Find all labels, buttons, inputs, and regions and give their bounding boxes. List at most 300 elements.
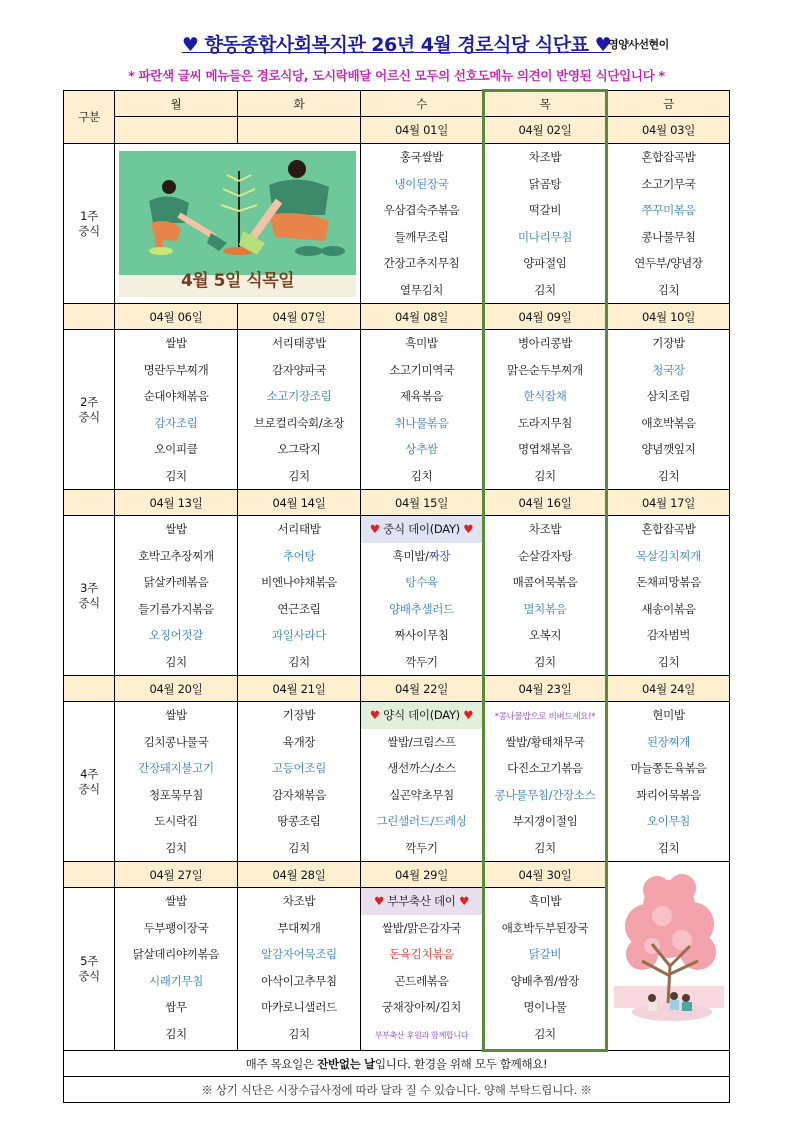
date-cell: 04월 23일	[484, 676, 607, 702]
date-row	[64, 862, 730, 888]
date-cell: 04월 27일	[115, 862, 238, 888]
menu-item-label: 쌀밥	[165, 708, 187, 722]
menu-item-label: 간장돼지불고기	[138, 761, 214, 775]
menu-item	[485, 171, 605, 198]
menu-item	[238, 569, 360, 596]
menu-item	[361, 569, 482, 596]
event-banner-couple	[361, 888, 482, 915]
menu-item	[115, 330, 237, 357]
menu-item	[485, 436, 605, 463]
day-header-mon: 월	[115, 91, 238, 117]
menu-item-label: 탕수육	[405, 575, 438, 589]
menu-item-label: 짜사이무침	[394, 628, 449, 642]
menu-item	[485, 463, 605, 490]
menu-cell-thu	[484, 330, 607, 490]
menu-item-label: 꽈리어묵볶음	[636, 787, 701, 802]
heart-icon: ♥	[369, 522, 384, 536]
meal-type: 중식	[78, 781, 100, 796]
menu-item-label: 양념깻잎지	[641, 442, 696, 456]
menu-item-label: 매콤어묵볶음	[512, 575, 578, 589]
menu-item-label: 명이나물	[523, 1000, 567, 1014]
menu-item	[238, 330, 360, 357]
menu-item	[238, 596, 360, 623]
week-label	[64, 516, 115, 676]
menu-item-label: 도라지무침	[517, 415, 573, 430]
menu-item	[115, 622, 237, 649]
menu-item	[238, 782, 360, 809]
menu-item-label: 애호박두부된장국	[501, 920, 589, 935]
menu-item-label: 들깨무조림	[394, 229, 449, 244]
menu-item	[485, 888, 605, 915]
notice-text: 입니다. 환경을 위해 모두 함께해요!	[374, 1057, 548, 1071]
menu-cell-tue	[238, 888, 361, 1051]
menu-item	[361, 649, 482, 676]
menu-item	[485, 383, 605, 410]
menu-item	[238, 622, 360, 649]
menu-item	[115, 968, 237, 995]
menu-item-label: 부지갱이절임	[512, 814, 578, 828]
week-label	[64, 144, 115, 304]
menu-item	[485, 649, 605, 676]
menu-item	[115, 543, 237, 570]
menu-item	[485, 144, 605, 171]
menu-item	[485, 968, 605, 995]
menu-item	[115, 729, 237, 756]
menu-item-label: 부부축산 후원과 함께합니다	[374, 1030, 469, 1040]
notice-emphasis: 잔반없는 날	[317, 1057, 375, 1071]
date-cell: 04월 20일	[115, 676, 238, 702]
week-row	[64, 330, 730, 490]
menu-item-label: 땅콩조림	[277, 814, 321, 828]
menu-item-label: 김치	[657, 840, 680, 855]
menu-item-label: 오이피클	[154, 442, 198, 456]
menu-item-label: 흑미밥	[528, 894, 562, 908]
week-number: 5주	[80, 954, 98, 968]
week-row	[64, 144, 730, 304]
menu-item	[608, 357, 729, 384]
menu-item-label: 쌀밥	[165, 336, 187, 350]
menu-item	[238, 941, 360, 968]
menu-item-label: 서리태콩밥	[271, 336, 327, 350]
day-header-fri: 금	[607, 91, 730, 117]
menu-item-label: 김치	[657, 282, 680, 297]
menu-item	[485, 516, 605, 543]
menu-item-label: 새송이볶음	[641, 601, 696, 616]
menu-cell-tue	[238, 330, 361, 490]
menu-item	[115, 649, 237, 676]
title-row	[0, 30, 793, 57]
menu-cell-fri	[607, 516, 730, 676]
menu-item	[238, 649, 360, 676]
footer-row-1	[64, 1051, 730, 1077]
menu-item-label: 떡갈비	[528, 203, 562, 217]
menu-item	[608, 569, 729, 596]
menu-item-label: 흑미밥	[405, 336, 438, 350]
date-row-spacer	[64, 490, 115, 516]
menu-item	[608, 383, 729, 410]
cherry-blossom-image	[607, 862, 730, 1051]
menu-item-label: 깍두기	[405, 654, 438, 669]
menu-item-label: 오그락지	[277, 442, 321, 456]
menu-item	[485, 835, 605, 862]
menu-item-label: 마카로니샐러드	[261, 1000, 337, 1014]
menu-item-label: 감자양파국	[271, 362, 327, 377]
menu-item-label: 과일사라다	[271, 628, 327, 642]
menu-item	[115, 941, 237, 968]
menu-item-label: 곤드레볶음	[394, 973, 449, 988]
menu-item-label: 양파절임	[523, 256, 567, 270]
menu-item	[485, 197, 605, 224]
menu-item	[238, 888, 360, 915]
menu-item	[608, 702, 729, 729]
menu-item	[608, 330, 729, 357]
menu-item	[238, 436, 360, 463]
event-banner-chinese	[361, 516, 482, 543]
menu-item	[361, 171, 482, 198]
menu-item	[115, 410, 237, 437]
menu-item	[238, 516, 360, 543]
menu-item-label: 병아리콩밥	[517, 336, 573, 350]
menu-item	[361, 250, 482, 277]
menu-item-label: *콩나물밥으로 비벼드세요!*	[494, 712, 596, 722]
menu-item-label: 맑은순두부찌개	[507, 362, 583, 377]
menu-item-label: 청국장	[652, 362, 685, 377]
menu-cell-thu	[484, 516, 607, 676]
menu-item-label: 쌀밥/황태채무국	[505, 734, 585, 749]
menu-item	[115, 569, 237, 596]
menu-cell-fri	[607, 702, 730, 862]
menu-item-label: 기장밥	[652, 336, 685, 350]
week-label	[64, 330, 115, 490]
menu-cell-mon	[115, 330, 238, 490]
menu-item	[115, 463, 237, 490]
menu-item	[608, 543, 729, 570]
date-cell: 04월 29일	[361, 862, 484, 888]
event-label: 부부축산 데이	[387, 894, 456, 908]
menu-item	[238, 410, 360, 437]
menu-item-label: 콩나물무침	[641, 229, 696, 244]
menu-item	[361, 915, 482, 942]
menu-item-label: 된장찌개	[646, 734, 691, 749]
disclaimer-notice: ※ 상기 식단은 시장수급사정에 따라 달라 질 수 있습니다. 양해 부탁드립니다. ※	[64, 1077, 730, 1103]
menu-item	[115, 702, 237, 729]
menu-item-label: 닭살데리야끼볶음	[132, 947, 220, 961]
menu-cell-mon	[115, 888, 238, 1051]
menu-item	[608, 808, 729, 835]
notice-text: 매주 목요일은	[245, 1057, 318, 1071]
menu-item	[608, 410, 729, 437]
menu-item	[361, 144, 482, 171]
week-number: 3주	[80, 580, 98, 595]
menu-item-label: 삼치조림	[646, 389, 691, 403]
menu-item-label: 명란두부찌개	[143, 362, 209, 377]
menu-item	[238, 543, 360, 570]
menu-item	[361, 622, 482, 649]
menu-cell-wed	[361, 516, 484, 676]
menu-cell-mon	[115, 516, 238, 676]
menu-item	[361, 357, 482, 384]
menu-item	[238, 755, 360, 782]
menu-item	[361, 224, 482, 251]
menu-item-label: 오복지	[528, 628, 562, 642]
date-cell: 04월 09일	[484, 304, 607, 330]
menu-item-label: 김치	[165, 840, 187, 855]
menu-item-label: 김치	[534, 840, 556, 855]
menu-item-label: 그린샐러드/드레싱	[376, 814, 467, 828]
menu-item-label: 김치콩나물국	[143, 734, 209, 749]
menu-item	[238, 915, 360, 942]
date-cell: 04월 28일	[238, 862, 361, 888]
menu-item	[485, 941, 605, 968]
menu-item-label: 김치	[288, 1026, 310, 1041]
menu-item	[238, 729, 360, 756]
menu-item-label: 김치	[165, 1026, 187, 1041]
week-label	[64, 888, 115, 1051]
menu-item-label: 멸치볶음	[523, 601, 567, 616]
menu-item	[485, 357, 605, 384]
day-header-tue: 화	[238, 91, 361, 117]
menu-item-label: 알감자어묵조림	[261, 947, 337, 961]
menu-item-label: 추어탕	[282, 548, 316, 563]
heart-icon: ♥	[374, 894, 388, 908]
menu-item	[238, 808, 360, 835]
menu-item	[485, 410, 605, 437]
menu-cell-fri	[607, 330, 730, 490]
menu-item	[608, 782, 729, 809]
menu-item-label: 김치	[534, 468, 556, 483]
menu-item	[485, 915, 605, 942]
menu-item	[485, 808, 605, 835]
menu-item-label: 차조밥	[528, 522, 562, 536]
menu-item	[115, 383, 237, 410]
menu-item-label: 아삭이고추무침	[261, 973, 337, 988]
menu-item-label: 쭈꾸미볶음	[641, 203, 696, 217]
menu-item-label: 흑미밥/	[392, 548, 429, 563]
menu-cell-thu	[484, 144, 607, 304]
menu-item-label: 양배추찜/쌈장	[510, 973, 580, 988]
menu-item-label: 기장밥	[282, 708, 316, 722]
date-cell: 04월 03일	[607, 117, 730, 144]
menu-item	[485, 330, 605, 357]
date-cell: 04월 24일	[607, 676, 730, 702]
menu-item	[238, 357, 360, 384]
menu-item-label: 애호박볶음	[641, 415, 696, 430]
week-row	[64, 702, 730, 862]
menu-item-label: 명엽채볶음	[517, 442, 573, 456]
menu-item	[608, 463, 729, 490]
menu-item	[361, 808, 482, 835]
menu-item	[238, 1021, 360, 1048]
menu-item	[608, 277, 729, 304]
menu-cell-fri	[607, 144, 730, 304]
menu-cell-wed	[361, 702, 484, 862]
week-label	[64, 702, 115, 862]
menu-item-label: 감자채볶음	[271, 787, 327, 802]
menu-item	[361, 277, 482, 304]
menu-item-label: 차조밥	[528, 150, 562, 164]
menu-item	[361, 968, 482, 995]
date-cell: 04월 15일	[361, 490, 484, 516]
menu-item	[608, 729, 729, 756]
menu-item-label: 간장고추지무침	[383, 256, 460, 270]
nutritionist-name: 영양사선현이	[608, 38, 669, 51]
menu-item-label: 서리태밥	[277, 522, 321, 536]
subtitle-note: * 파란색 글씨 메뉴들은 경로식당, 도시락배달 어르신 모두의 선호도메뉴 의견이 반영된 식단입니다 *	[128, 68, 665, 83]
menu-item-label: 궁채장아찌/김치	[381, 1000, 462, 1014]
menu-item-label: 한식잡채	[523, 389, 567, 403]
menu-item	[361, 463, 482, 490]
menu-cell-wed	[361, 144, 484, 304]
arbor-day-illustration	[119, 151, 356, 297]
menu-item	[361, 755, 482, 782]
menu-item	[608, 171, 729, 198]
menu-item-label: 순살감자탕	[517, 548, 573, 563]
date-row-spacer	[64, 676, 115, 702]
date-row	[64, 676, 730, 702]
menu-item-label: 김치	[534, 1026, 556, 1041]
menu-item-label: 들기름가지볶음	[138, 601, 214, 616]
menu-item-label: 목살김치찌개	[636, 548, 701, 563]
menu-item-label: 감자범벅	[646, 628, 691, 642]
menu-item	[485, 702, 605, 729]
menu-item-label: 김치	[165, 654, 187, 669]
menu-item-label: 미나리무침	[517, 229, 573, 244]
menu-item-label: 고등어조림	[271, 761, 327, 775]
menu-item-label: 브로컬리숙회/초장	[253, 415, 345, 430]
menu-item-label: 홍국쌀밥	[399, 150, 444, 164]
date-cell: 04월 02일	[484, 117, 607, 144]
menu-item-label: 우삼겹숙주볶음	[383, 203, 460, 217]
menu-item-label: 쌈무	[165, 1000, 187, 1014]
menu-item-label: 생선까스/소스	[387, 761, 456, 775]
menu-item	[485, 1021, 605, 1048]
menu-item	[361, 410, 482, 437]
menu-cell-tue	[238, 516, 361, 676]
menu-item-label: 짜장	[428, 548, 451, 563]
date-cell: 04월 07일	[238, 304, 361, 330]
menu-item	[238, 463, 360, 490]
menu-item-label: 시래기무침	[148, 973, 204, 988]
date-cell: 04월 01일	[361, 117, 484, 144]
date-cell	[238, 117, 361, 144]
menu-item-label: 연근조림	[277, 601, 321, 616]
menu-item	[115, 888, 237, 915]
arbor-day-image	[115, 144, 361, 304]
menu-item-label: 열무김치	[399, 282, 444, 297]
menu-item-label: 소고기무국	[641, 176, 696, 191]
meal-type: 중식	[78, 969, 100, 983]
menu-item-label: 두부팽이장국	[143, 920, 209, 935]
menu-item	[608, 596, 729, 623]
menu-item	[361, 330, 482, 357]
menu-item-label: 돈육김치볶음	[389, 947, 454, 961]
menu-table	[63, 89, 730, 1103]
menu-item	[115, 994, 237, 1021]
menu-item-label: 닭곰탕	[528, 176, 562, 191]
heart-icon: ♥	[459, 708, 474, 722]
date-cell: 04월 13일	[115, 490, 238, 516]
menu-item-label: 제육볶음	[399, 389, 444, 403]
event-label: 양식 데이(DAY)	[383, 708, 460, 722]
menu-item	[485, 755, 605, 782]
menu-item	[361, 994, 482, 1021]
menu-item	[608, 224, 729, 251]
arbor-day-caption: 4월 5일 식목일	[180, 270, 295, 291]
menu-item-label: 김치	[165, 468, 187, 483]
event-banner-western	[361, 702, 482, 729]
zero-waste-notice	[64, 1051, 730, 1077]
menu-item	[608, 516, 729, 543]
menu-item	[608, 649, 729, 676]
menu-item-label: 깍두기	[405, 840, 438, 855]
heart-icon: ♥	[455, 894, 469, 908]
menu-cell-tue	[238, 702, 361, 862]
heart-icon: ♥	[369, 708, 384, 722]
menu-item	[115, 357, 237, 384]
menu-item-label: 혼합잡곡밥	[641, 150, 696, 164]
menu-item	[485, 994, 605, 1021]
menu-item-label: 비엔나야채볶음	[261, 575, 337, 589]
menu-cell-mon	[115, 702, 238, 862]
menu-item	[485, 782, 605, 809]
menu-item	[361, 729, 482, 756]
date-row-spacer	[64, 304, 115, 330]
date-cell: 04월 22일	[361, 676, 484, 702]
menu-item-label: 김치	[288, 654, 310, 669]
menu-item-label: 차조밥	[282, 894, 316, 908]
menu-cell-wed	[361, 888, 484, 1051]
menu-item-label: 김치	[410, 468, 433, 483]
menu-item	[115, 915, 237, 942]
menu-item	[115, 835, 237, 862]
menu-item-label: 현미밥	[652, 708, 685, 722]
menu-item-label: 김치	[288, 468, 310, 483]
date-cell: 04월 21일	[238, 676, 361, 702]
date-cell: 04월 30일	[484, 862, 607, 888]
menu-item	[361, 543, 482, 570]
menu-item	[361, 835, 482, 862]
week-number: 4주	[80, 766, 98, 781]
menu-item-label: 다진소고기볶음	[507, 761, 583, 775]
menu-item	[608, 835, 729, 862]
menu-item	[115, 808, 237, 835]
day-header-thu: 목	[484, 91, 607, 117]
day-header-wed: 수	[361, 91, 484, 117]
event-label: 중식 데이(DAY)	[383, 522, 460, 536]
meal-type: 중식	[78, 409, 100, 424]
menu-item-label: 실곤약초무침	[389, 787, 454, 802]
meal-type: 중식	[78, 595, 100, 610]
menu-item-label: 쌀밥	[165, 894, 187, 908]
corner-label: 구분	[64, 91, 115, 144]
page-title: ♥ 향동종합사회복지관 26년 4월 경로식당 식단표 ♥	[181, 34, 612, 56]
menu-item-label: 김치	[657, 654, 680, 669]
menu-item	[115, 1021, 237, 1048]
menu-item-label: 돈채피망볶음	[636, 575, 701, 589]
menu-item-label: 쌀밥/맑은감자국	[381, 920, 462, 935]
menu-item-label: 김치	[534, 282, 556, 297]
menu-item-label: 도시락김	[154, 814, 198, 828]
menu-item-label: 냉이된장국	[394, 176, 449, 191]
menu-item	[361, 941, 482, 968]
menu-item	[238, 383, 360, 410]
date-cell: 04월 17일	[607, 490, 730, 516]
menu-item-label: 닭살카레볶음	[143, 575, 209, 589]
menu-item-label: 오이무침	[646, 814, 691, 828]
footer-row-2	[64, 1077, 730, 1103]
menu-item-label: 쌀밥/크림스프	[387, 734, 456, 749]
menu-item	[115, 782, 237, 809]
